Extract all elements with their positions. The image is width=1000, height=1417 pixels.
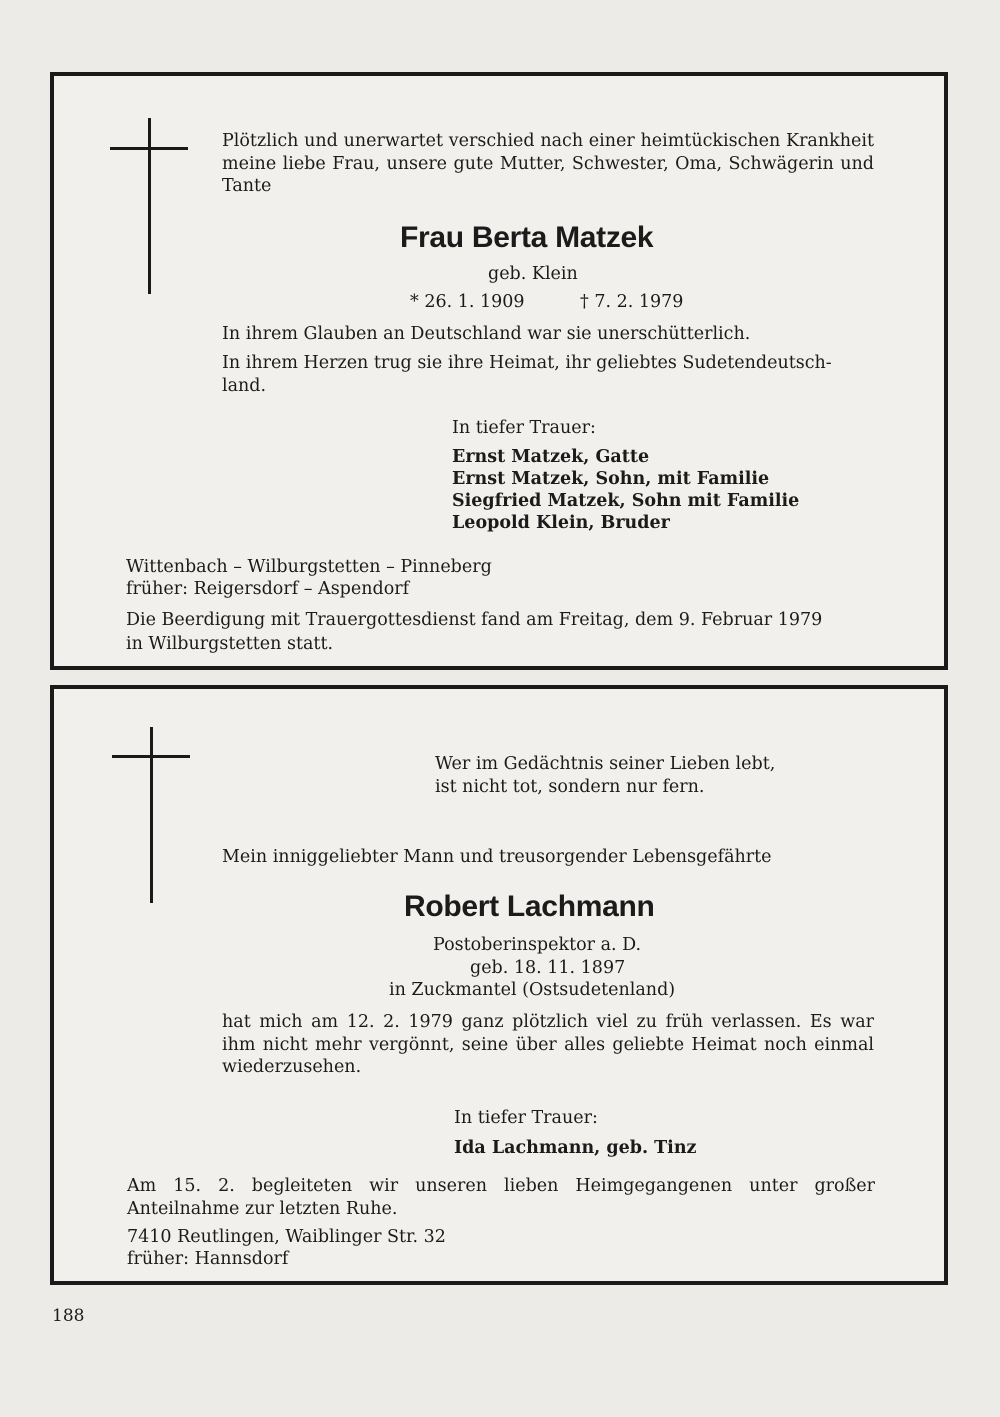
- cross-icon: [148, 118, 151, 294]
- motto-line: ist nicht tot, sondern nur fern.: [435, 777, 705, 797]
- obituary-notice-matzek: [50, 72, 948, 670]
- mourner: Leopold Klein, Bruder: [452, 513, 670, 533]
- mourning-heading: In tiefer Trauer:: [454, 1108, 598, 1128]
- death-date: † 7. 2. 1979: [580, 292, 684, 312]
- places: Wittenbach – Wilburgstetten – Pinneberg: [126, 557, 492, 577]
- mourner: Ernst Matzek, Gatte: [452, 447, 650, 467]
- deceased-name: Robert Lachmann: [404, 890, 655, 923]
- mourning-heading: In tiefer Trauer:: [452, 418, 596, 438]
- birth-date: * 26. 1. 1909: [410, 292, 525, 312]
- tribute-line: In ihrem Herzen trug sie ihre Heimat, ihr geliebtes Sudetendeutsch-: [222, 353, 832, 373]
- birth-date: geb. 18. 11. 1897: [470, 958, 626, 978]
- cross-icon-bar: [110, 147, 188, 150]
- page-number: 188: [52, 1306, 85, 1326]
- maiden-name: geb. Klein: [488, 264, 578, 284]
- former-home: früher: Hannsdorf: [127, 1249, 289, 1269]
- motto-line: Wer im Gedächtnis seiner Lieben lebt,: [435, 754, 776, 774]
- intro-text: Plötzlich und unerwartet verschied nach einer heimtückischen Krankheit meine liebe Frau, unsere gute Mutter, Schwester, Oma, Schwägerin und Tante: [222, 131, 874, 196]
- funeral-info: Die Beerdigung mit Trauergottesdienst fand am Freitag, dem 9. Februar 1979: [126, 610, 823, 630]
- notice-text: hat mich am 12. 2. 1979 ganz plötzlich viel zu früh verlassen. Es war ihm nicht mehr vergönnt, seine über alles geliebte Heimat noch einmal wiederzusehen.: [222, 1012, 874, 1077]
- cross-icon: [150, 727, 153, 903]
- cross-icon-bar: [112, 755, 190, 758]
- job-title: Postoberinspektor a. D.: [433, 935, 642, 955]
- address: 7410 Reutlingen, Waiblinger Str. 32: [127, 1227, 446, 1247]
- funeral-info: in Wilburgstetten statt.: [126, 634, 334, 654]
- tribute-line: land.: [222, 376, 267, 396]
- mourner: Siegfried Matzek, Sohn mit Familie: [452, 491, 800, 511]
- burial-info: Am 15. 2. begleiteten wir unseren lieben Heimgegangenen unter großer Anteilnahme zur letzten Ruhe.: [127, 1176, 875, 1219]
- deceased-name: Frau Berta Matzek: [400, 221, 654, 254]
- mourner: Ernst Matzek, Sohn, mit Familie: [452, 469, 770, 489]
- obituary-notice-lachmann: [50, 685, 948, 1285]
- former-home: früher: Reigersdorf – Aspendorf: [126, 579, 410, 599]
- birthplace: in Zuckmantel (Ostsudetenland): [389, 980, 676, 1000]
- mourner: Ida Lachmann, geb. Tinz: [454, 1138, 697, 1158]
- tribute-line: In ihrem Glauben an Deutschland war sie unerschütterlich.: [222, 324, 751, 344]
- intro-text: Mein inniggeliebter Mann und treusorgender Lebensgefährte: [222, 847, 772, 867]
